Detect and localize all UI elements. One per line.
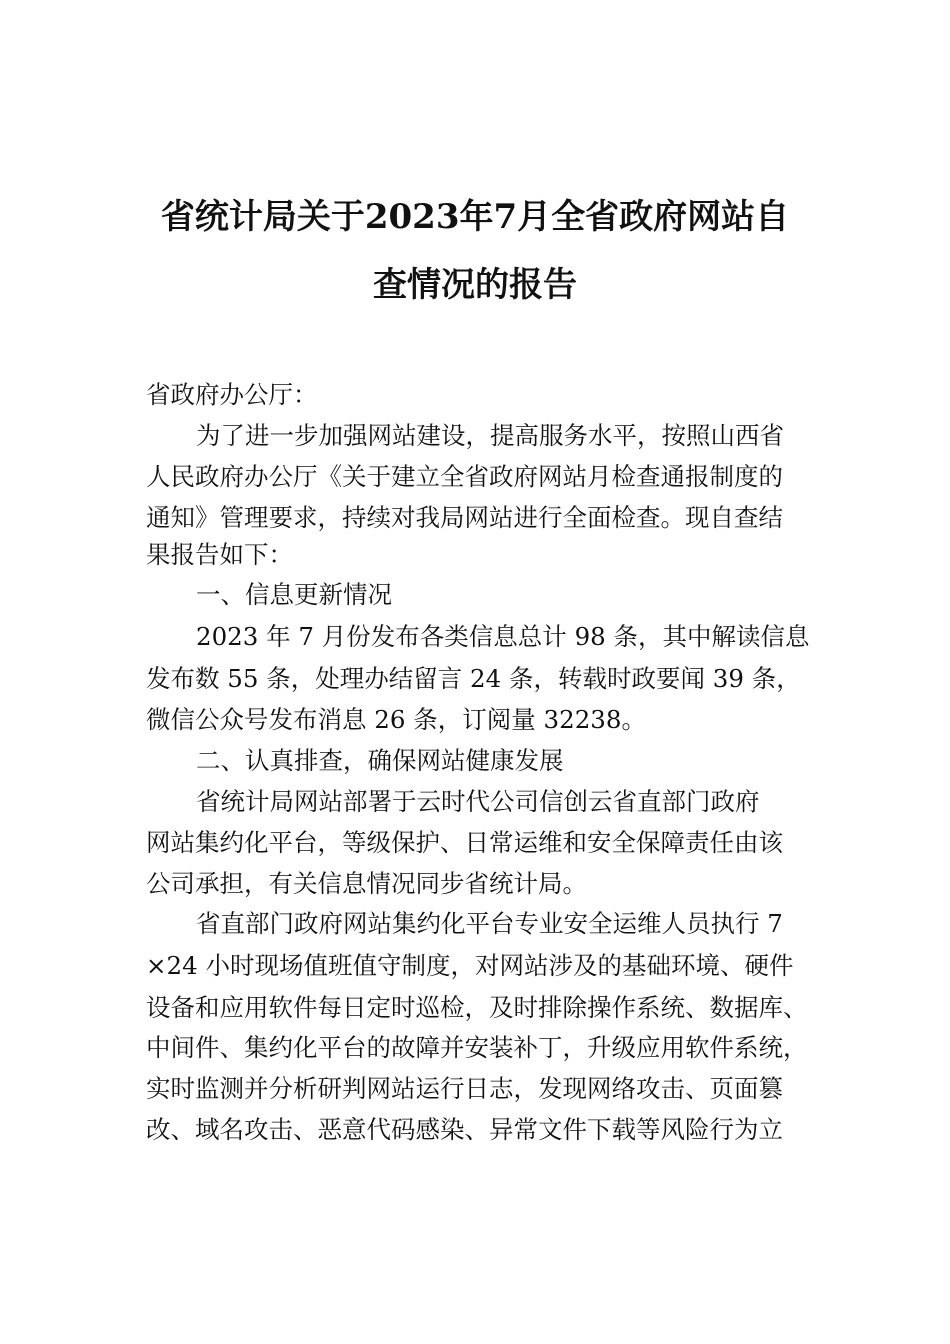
body-line: 微信公众号发布消息 26 条，订阅量 32238。 (146, 705, 646, 734)
body-line: 网站集约化平台，等级保护、日常运维和安全保障责任由该 (146, 828, 783, 857)
body-line: 公司承担，有关信息情况同步省统计局。 (146, 869, 587, 898)
body-line: 人民政府办公厅《关于建立全省政府网站月检查通报制度的 (146, 462, 783, 491)
body-line: 发布数 55 条，处理办结留言 24 条，转载时政要闻 39 条， (146, 664, 801, 693)
body-line: 省统计局网站部署于云时代公司信创云省直部门政府 (196, 787, 760, 816)
section-heading: 二、认真排查，确保网站健康发展 (196, 746, 564, 775)
body-line: 为了进一步加强网站建设，提高服务水平，按照山西省 (196, 421, 784, 450)
section-heading: 一、信息更新情况 (196, 580, 392, 609)
body-line: 设备和应用软件每日定时巡检，及时排除操作系统、数据库、 (146, 993, 808, 1022)
body-line: ×24 小时现场值班值守制度，对网站涉及的基础环境、硬件 (146, 951, 794, 980)
document-title-line-2: 查情况的报告 (373, 265, 577, 305)
body-line: 改、域名攻击、恶意代码感染、异常文件下载等风险行为立 (146, 1115, 783, 1144)
salutation: 省政府办公厅： (146, 380, 318, 409)
body-line: 通知》管理要求，持续对我局网站进行全面检查。现自查结 (146, 503, 783, 532)
body-line: 省直部门政府网站集约化平台专业安全运维人员执行 7 (196, 909, 783, 938)
document-title-line-1: 省统计局关于2023年7月全省政府网站自 (160, 197, 790, 237)
body-line: 中间件、集约化平台的故障并安装补丁，升级应用软件系统， (146, 1033, 808, 1062)
body-line: 果报告如下： (146, 540, 293, 569)
body-line: 实时监测并分析研判网站运行日志，发现网络攻击、页面篡 (146, 1074, 783, 1103)
body-line: 2023 年 7 月份发布各类信息总计 98 条，其中解读信息 (196, 622, 810, 651)
